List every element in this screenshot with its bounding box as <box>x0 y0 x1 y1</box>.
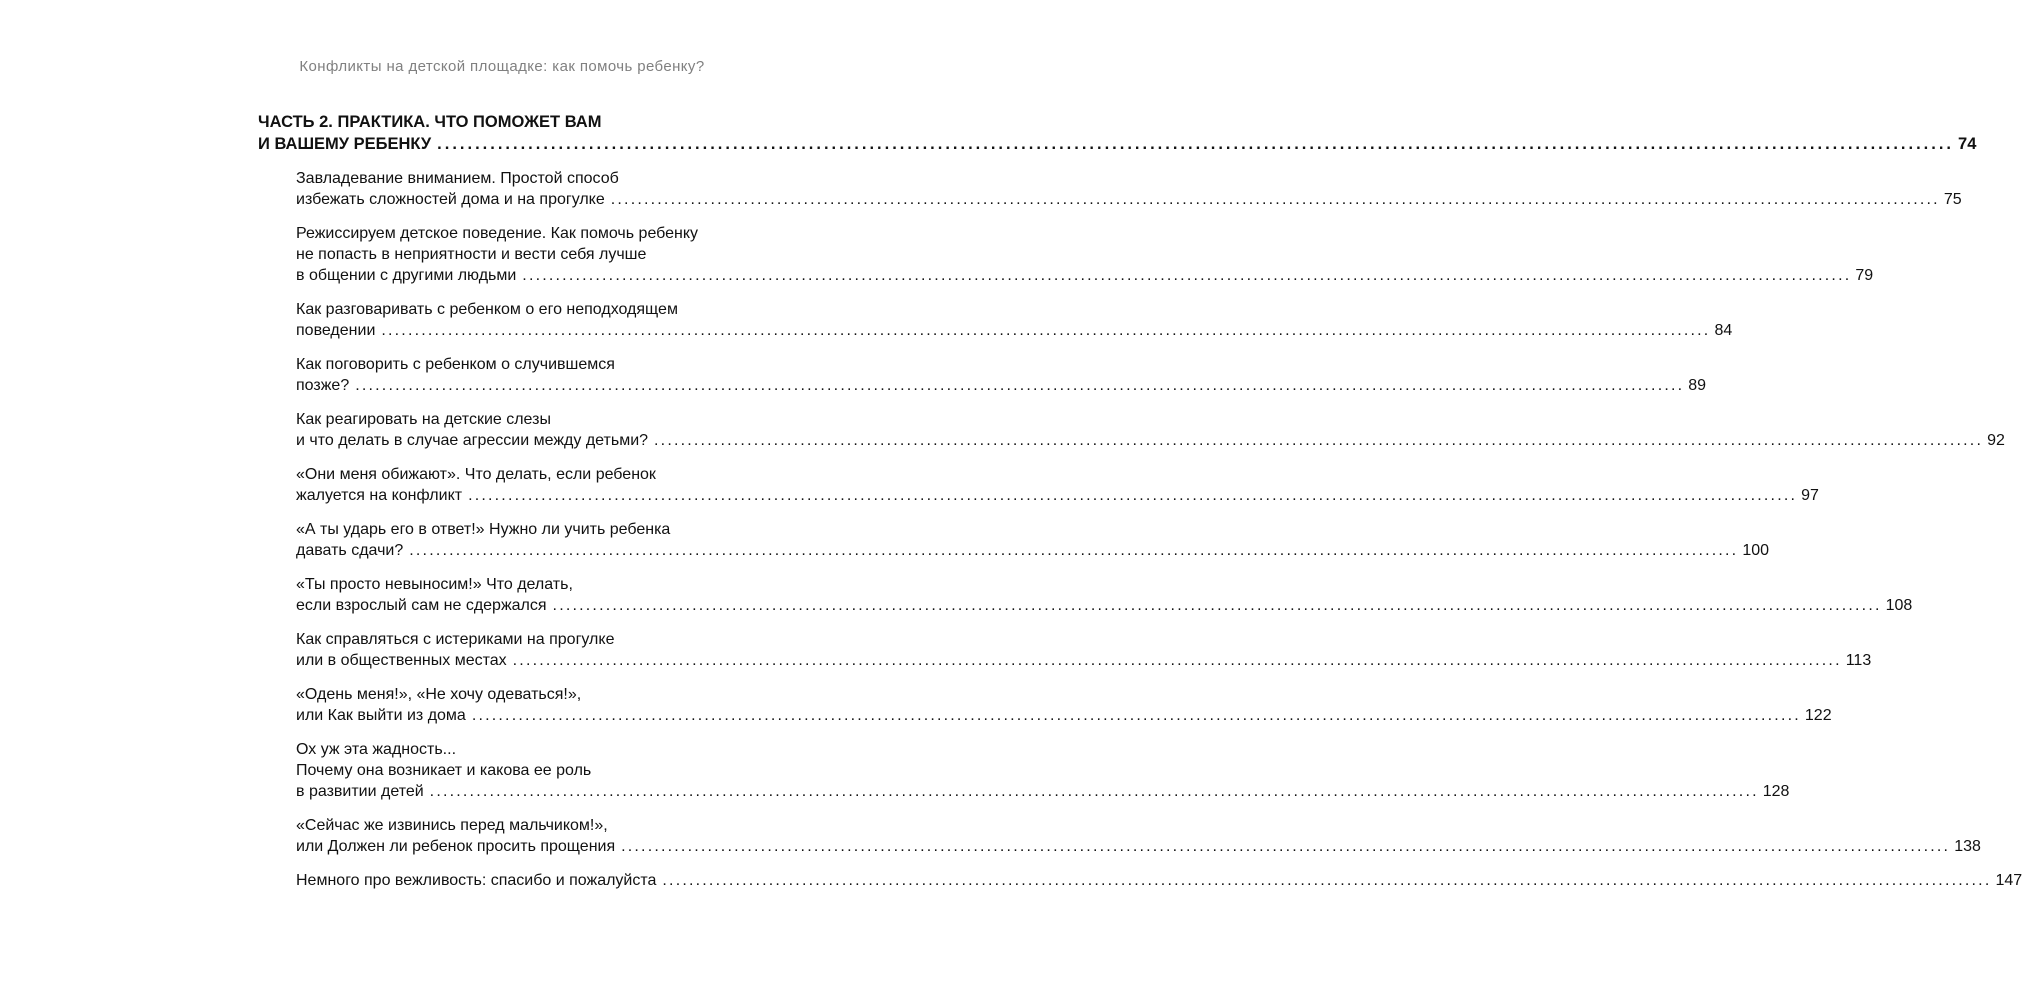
toc-entry-last-line <box>296 595 1913 616</box>
toc-entry[interactable] <box>296 629 1872 671</box>
running-head: Конфликты на детской площадке: как помочь ребенку? <box>299 58 705 75</box>
toc-entry-last-line <box>296 781 1790 802</box>
page-number: 92 <box>1987 432 2005 449</box>
dot-leader: ........................................................................................................................................................................................................ <box>522 267 1852 284</box>
page-number: 75 <box>1943 191 1962 208</box>
dot-leader: ........................................................................................................................................................................................................ <box>381 322 1711 339</box>
toc-entry-last-line <box>296 650 1872 671</box>
dot-leader: ........................................................................................................................................................................................................ <box>409 542 1739 559</box>
toc-entry-title-line: Как разговаривать с ребенком о его неподходящем <box>296 301 678 318</box>
dot-leader: ........................................................................................................................................................................................................ <box>355 377 1685 394</box>
toc-entry-title-line: Завладевание вниманием. Простой способ <box>296 170 619 187</box>
dot-leader: ........................................................................................................................................................................................................ <box>552 597 1882 614</box>
toc-entry-title-line: Ох уж эта жадность... <box>296 741 457 758</box>
toc-entry-title-text: давать сдачи? <box>296 542 404 559</box>
page-number: 74 <box>1958 135 1977 153</box>
toc-entry[interactable] <box>296 684 1832 726</box>
toc-entry[interactable] <box>296 870 2022 891</box>
part-title-text: И ВАШЕМУ РЕБЕНКУ <box>258 135 432 153</box>
toc-entry-title-line: не попасть в неприятности и вести себя лучше <box>296 246 647 263</box>
page-number: 138 <box>1954 838 1981 855</box>
dot-leader: ........................................................................................................................................................................................................ <box>429 783 1759 800</box>
toc-entry-title-text: или в общественных местах <box>296 652 507 669</box>
toc-entry-title-line: Почему она возникает и какова ее роль <box>296 762 592 779</box>
toc-entry-title-line: «Они меня обижают». Что делать, если ребенок <box>296 466 656 483</box>
toc-entry[interactable] <box>296 168 1962 210</box>
toc-entry-title-text: или Как выйти из дома <box>296 707 466 724</box>
toc-entry-last-line <box>296 705 1832 726</box>
dot-leader: ........................................................................................................................................................................................................ <box>468 487 1798 504</box>
page-number: 97 <box>1801 487 1819 504</box>
toc-entry[interactable] <box>296 519 1770 561</box>
toc-entry[interactable] <box>296 815 1981 857</box>
toc-entry-title-text: или Должен ли ребенок просить прощения <box>296 838 616 855</box>
page-number: 147 <box>1995 872 2022 889</box>
dot-leader: ........................................................................................................................................................................................................ <box>610 191 1940 208</box>
toc-entry-last-line <box>296 540 1770 561</box>
dot-leader: ........................................................................................................................................................................................................ <box>662 872 1992 889</box>
toc-entry-title-line: Режиссируем детское поведение. Как помочь ребенку <box>296 225 699 242</box>
toc-entry-last-line <box>296 265 1874 286</box>
toc-entry[interactable] <box>296 739 1790 802</box>
toc-entry-last-line <box>296 320 1733 341</box>
toc-entry-title-line: «Сейчас же извинись перед мальчиком!», <box>296 817 608 834</box>
dot-leader: ........................................................................................................................................................................................................ <box>437 135 1955 153</box>
toc-entry-title-text: в общении с другими людьми <box>296 267 517 284</box>
part-title-last-line <box>258 133 1977 155</box>
toc-entry-last-line <box>296 375 1707 396</box>
toc-entry-last-line <box>296 485 1819 506</box>
toc-entry-title-text: позже? <box>296 377 350 394</box>
page-number: 108 <box>1885 597 1913 614</box>
page-number: 122 <box>1804 707 1832 724</box>
page-number: 113 <box>1845 652 1872 669</box>
toc-entry-last-line <box>296 870 2022 891</box>
toc-entry[interactable] <box>296 464 1819 506</box>
dot-leader: ........................................................................................................................................................................................................ <box>654 432 1984 449</box>
toc-entry-title-text: избежать сложностей дома и на прогулке <box>296 191 605 208</box>
toc-entry-title-text: поведении <box>296 322 376 339</box>
page-number: 89 <box>1688 377 1707 394</box>
toc-entry-title-text: и что делать в случае агрессии между детьми? <box>296 432 649 449</box>
part-heading <box>258 111 1977 155</box>
toc-entry-last-line <box>296 430 2005 451</box>
part-title-line: ЧАСТЬ 2. ПРАКТИКА. ЧТО ПОМОЖЕТ ВАМ <box>258 113 602 131</box>
toc-entry-last-line <box>296 189 1962 210</box>
page-number: 100 <box>1742 542 1770 559</box>
toc-entries <box>296 168 2022 904</box>
toc-entry-last-line <box>296 836 1981 857</box>
toc-entry-title-line: «Ты просто невыносим!» Что делать, <box>296 576 573 593</box>
page-number: 84 <box>1714 322 1733 339</box>
toc-entry-title-text: Немного про вежливость: спасибо и пожалуйста <box>296 872 657 889</box>
dot-leader: ........................................................................................................................................................................................................ <box>512 652 1842 669</box>
toc-entry-title-line: Как справляться с истериками на прогулке <box>296 631 615 648</box>
toc-entry[interactable] <box>296 299 1733 341</box>
toc-entry[interactable] <box>296 409 2005 451</box>
toc-entry-title-line: Как поговорить с ребенком о случившемся <box>296 356 615 373</box>
toc-entry[interactable] <box>296 574 1913 616</box>
dot-leader: ........................................................................................................................................................................................................ <box>471 707 1801 724</box>
toc-entry-title-line: «Одень меня!», «Не хочу одеваться!», <box>296 686 582 703</box>
toc-entry[interactable] <box>296 354 1707 396</box>
dot-leader: ........................................................................................................................................................................................................ <box>621 838 1951 855</box>
page-number: 128 <box>1762 783 1790 800</box>
toc-entry-title-line: Как реагировать на детские слезы <box>296 411 551 428</box>
toc-entry-title-line: «А ты ударь его в ответ!» Нужно ли учить ребенка <box>296 521 671 538</box>
toc-entry-title-text: в развитии детей <box>296 783 424 800</box>
toc-entry[interactable] <box>296 223 1874 286</box>
toc-entry-title-text: если взрослый сам не сдержался <box>296 597 547 614</box>
page-number: 79 <box>1855 267 1874 284</box>
toc-entry-title-text: жалуется на конфликт <box>296 487 463 504</box>
